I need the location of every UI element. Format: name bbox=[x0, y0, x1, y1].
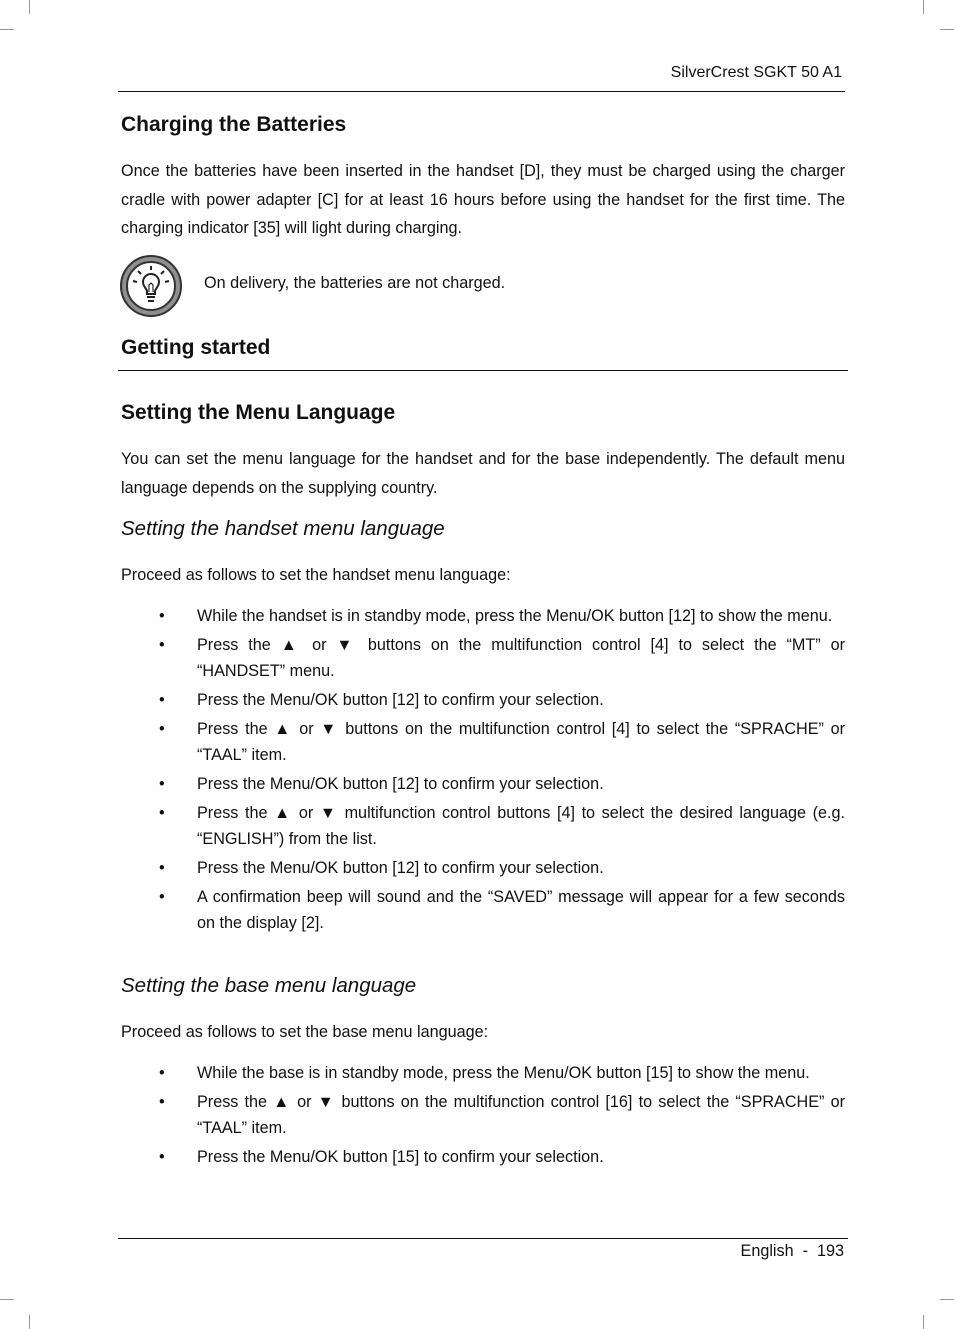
bullet: • bbox=[159, 1148, 165, 1166]
step-text: Press the Menu/OK button [12] to confirm your selection. bbox=[197, 859, 604, 877]
step-text: While the base is in standby mode, press the Menu/OK button [15] to show the menu. bbox=[197, 1064, 810, 1082]
handset-steps bbox=[121, 603, 845, 936]
step-text: Press the Menu/OK button [12] to confirm your selection. bbox=[197, 775, 604, 793]
list-item bbox=[121, 1144, 845, 1170]
bullet: • bbox=[159, 888, 165, 906]
bullet: • bbox=[159, 1093, 165, 1111]
base-steps bbox=[121, 1060, 845, 1170]
crop-mark bbox=[923, 0, 924, 14]
step-text: Press the ▲ or ▼ buttons on the multifunction control [4] to select the “SPRACHE” or “TAAL” item. bbox=[197, 720, 845, 764]
base-intro: Proceed as follows to set the base menu language: bbox=[121, 1023, 489, 1041]
step-text: A confirmation beep will sound and the “SAVED” message will appear for a few seconds on the display [2]. bbox=[197, 888, 845, 932]
list-item bbox=[121, 800, 845, 852]
bullet: • bbox=[159, 607, 165, 625]
bullet: • bbox=[159, 775, 165, 793]
crop-mark bbox=[940, 1299, 954, 1300]
menu-language-paragraph: You can set the menu language for the handset and for the base independently. The default menu language depends on the supplying country. bbox=[121, 450, 845, 497]
section-rule bbox=[118, 370, 848, 371]
charging-paragraph: Once the batteries have been inserted in the handset [D], they must be charged using the charger cradle with power adapter [C] for at least 16 hours before using the handset for the first time. The charging indicator [35] will light during charging. bbox=[121, 162, 845, 237]
section-title-menu-language: Setting the Menu Language bbox=[121, 401, 396, 424]
step-text: Press the ▲ or ▼ multifunction control buttons [4] to select the desired language (e.g. “ENGLISH”) from the list. bbox=[197, 804, 845, 848]
bullet: • bbox=[159, 1064, 165, 1082]
step-text: Press the ▲ or ▼ buttons on the multifunction control [16] to select the “SPRACHE” or “TAAL” item. bbox=[197, 1093, 845, 1137]
crop-mark bbox=[923, 1315, 924, 1329]
bullet: • bbox=[159, 859, 165, 877]
lightbulb-icon bbox=[119, 254, 183, 318]
list-item bbox=[121, 716, 845, 768]
tip-note: On delivery, the batteries are not charged. bbox=[204, 274, 506, 292]
header-rule bbox=[118, 91, 845, 92]
step-text: Press the Menu/OK button [15] to confirm your selection. bbox=[197, 1148, 604, 1166]
subsection-title-base: Setting the base menu language bbox=[121, 974, 417, 997]
list-item bbox=[121, 771, 845, 797]
bullet: • bbox=[159, 636, 165, 654]
list-item bbox=[121, 632, 845, 684]
bullet: • bbox=[159, 720, 165, 738]
handset-intro: Proceed as follows to set the handset menu language: bbox=[121, 566, 511, 584]
subsection-title-handset: Setting the handset menu language bbox=[121, 517, 445, 540]
list-item bbox=[121, 1060, 845, 1086]
bullet: • bbox=[159, 691, 165, 709]
section-title-getting-started: Getting started bbox=[121, 336, 271, 359]
step-text: Press the ▲ or ▼ buttons on the multifunction control [4] to select the “MT” or “HANDSET” menu. bbox=[197, 636, 845, 680]
list-item bbox=[121, 687, 845, 713]
step-text: While the handset is in standby mode, press the Menu/OK button [12] to show the menu. bbox=[197, 607, 833, 625]
page-number: English - 193 bbox=[740, 1242, 844, 1260]
footer-rule bbox=[118, 1238, 848, 1239]
crop-mark bbox=[0, 1299, 14, 1300]
list-item bbox=[121, 1089, 845, 1141]
crop-mark bbox=[29, 1315, 30, 1329]
section-title-charging: Charging the Batteries bbox=[121, 113, 347, 136]
list-item bbox=[121, 855, 845, 881]
crop-mark bbox=[0, 29, 14, 30]
list-item bbox=[121, 884, 845, 936]
crop-mark bbox=[940, 29, 954, 30]
bullet: • bbox=[159, 804, 165, 822]
list-item bbox=[121, 603, 845, 629]
step-text: Press the Menu/OK button [12] to confirm your selection. bbox=[197, 691, 604, 709]
running-header: SilverCrest SGKT 50 A1 bbox=[670, 64, 842, 81]
crop-mark bbox=[29, 0, 30, 14]
